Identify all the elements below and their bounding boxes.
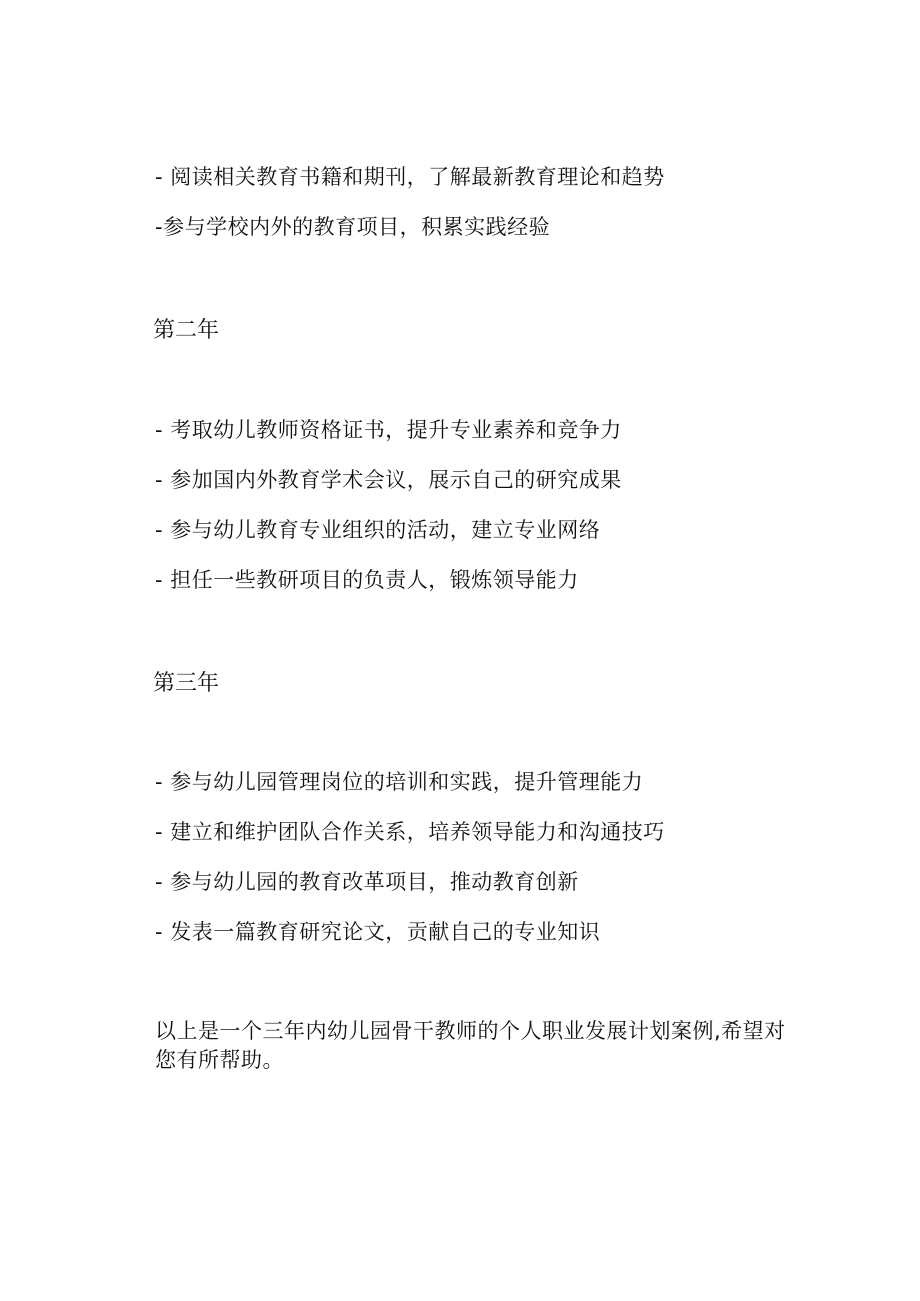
year2-item: - 担任一些教研项目的负责人，锻炼领导能力 [155,568,579,592]
year2-item: - 参加国内外教育学术会议，展示自己的研究成果 [155,468,622,492]
closing-line-2: 您有所帮助。 [155,1048,284,1072]
year2-item: - 参与幼儿教育专业组织的活动，建立专业网络 [155,518,601,542]
closing-line-1: 以上是一个三年内幼儿园骨干教师的个人职业发展计划案例,希望对 [155,1019,786,1043]
closing-paragraph [155,1017,805,1075]
year3-item: - 建立和维护团队合作关系，培养领导能力和沟通技巧 [155,820,665,844]
year3-item: - 参与幼儿园管理岗位的培训和实践，提升管理能力 [155,770,644,794]
section-heading-year3: 第三年 [153,671,220,696]
year1-item: -参与学校内外的教育项目，积累实践经验 [155,215,551,239]
year3-item: - 参与幼儿园的教育改革项目，推动教育创新 [155,870,579,894]
year3-item: - 发表一篇教育研究论文，贡献自己的专业知识 [155,920,601,944]
section-heading-year2: 第二年 [153,318,220,343]
year2-item: - 考取幼儿教师资格证书，提升专业素养和竞争力 [155,418,622,442]
year1-item: - 阅读相关教育书籍和期刊，了解最新教育理论和趋势 [155,165,665,189]
